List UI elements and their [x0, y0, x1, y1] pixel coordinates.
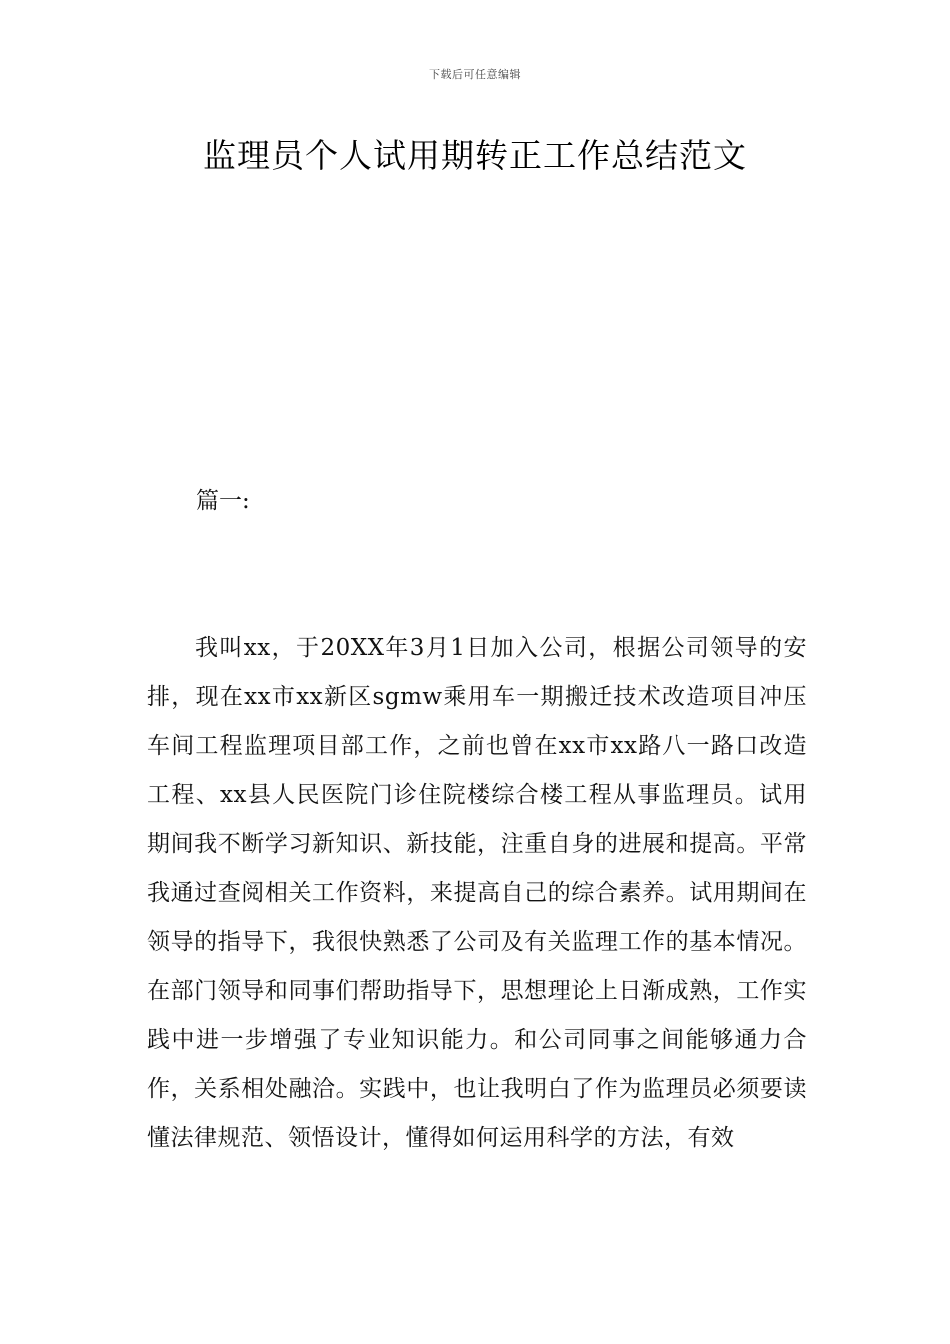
document-title: 监理员个人试用期转正工作总结范文	[203, 136, 747, 175]
body-paragraph: 我叫xx，于20XX年3月1日加入公司，根据公司领导的安排，现在xx市xx新区sgmw乘用车一期搬迁技术改造项目冲压车间工程监理项目部工作，之前也曾在xx市xx路八一路口改造工程、xx县人民医院门诊住院楼综合楼工程从事监理员。试用期间我不断学习新知识、新技能，注重自身的进展和提高。平常我通过查阅相关工作资料，来提高自己的综合素养。试用期间在领导的指导下，我很快熟悉了公司及有关监理工作的基本情况。在部门领导和同事们帮助指导下，思想理论上日渐成熟，工作实践中进一步增强了专业知识能力。和公司同事之间能够通力合作，关系相处融洽。实践中，也让我明白了作为监理员必须要读懂法律规范、领悟设计，懂得如何运用科学的方法，有效	[147, 635, 807, 1151]
header-note: 下载后可任意编辑	[429, 68, 521, 81]
section-label: 篇一:	[196, 488, 250, 514]
